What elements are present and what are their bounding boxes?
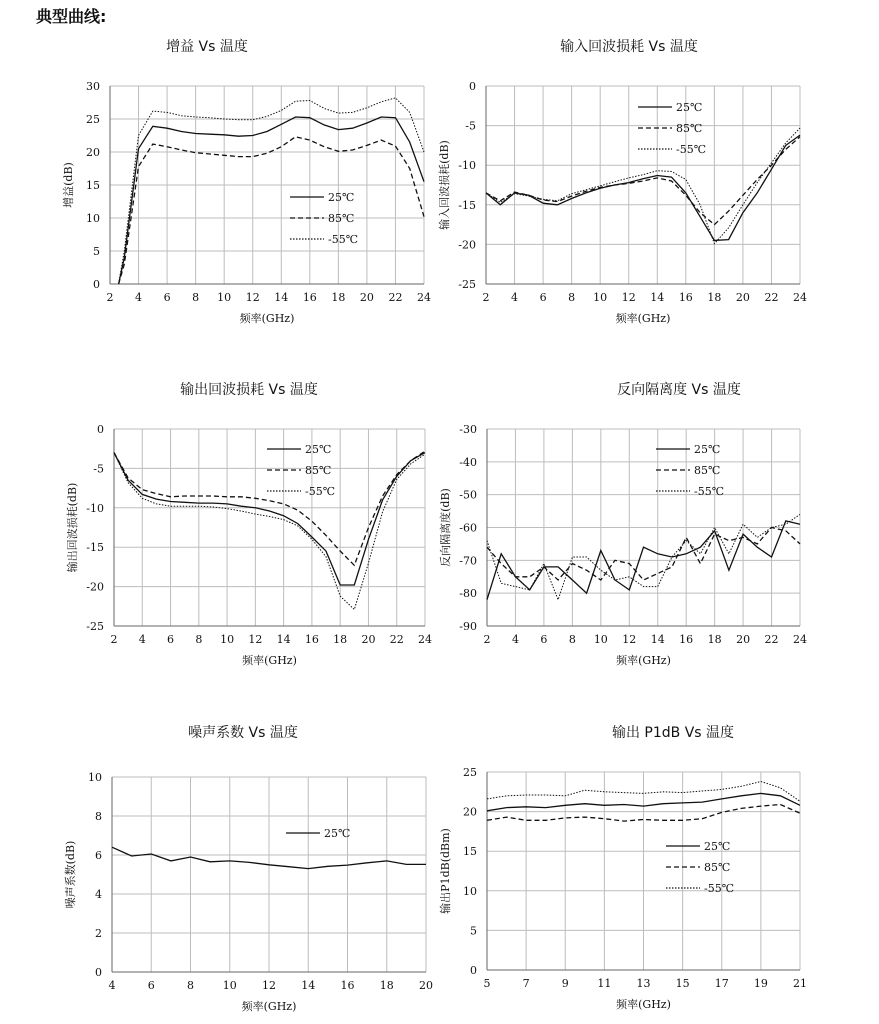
chart4-x-axis-label: 频率(GHz) [241, 1000, 297, 1013]
chart3-y-axis-label: 反向隔离度(dB) [439, 488, 452, 567]
chart5-legend-label: 85℃ [704, 861, 731, 874]
chart3-legend-label: 85℃ [694, 464, 721, 477]
chart2-x-tick-label: 10 [220, 633, 235, 646]
chart2-series-line [114, 453, 425, 610]
chart-title-output-p1db: 输出 P1dB Vs 温度 [611, 725, 735, 741]
chart5-x-tick-label: 17 [714, 977, 729, 990]
chart1-y-tick-label: -15 [458, 198, 476, 212]
chart5-y-tick-label: 5 [470, 924, 477, 938]
chart4-x-tick-label: 12 [262, 979, 276, 992]
chart1-x-tick-label: 2 [482, 291, 490, 304]
chart4-x-tick-label: 4 [108, 979, 116, 992]
chart3-x-tick-label: 12 [622, 633, 637, 646]
chart3-x-tick-label: 20 [736, 633, 751, 646]
chart3-x-tick-label: 6 [540, 633, 548, 646]
chart2-y-tick-label: -10 [86, 501, 104, 515]
chart0-y-tick-label: 30 [86, 80, 100, 93]
chart0-x-axis-label: 频率(GHz) [239, 312, 295, 325]
chart0-x-tick-label: 22 [388, 291, 403, 304]
chart2-y-tick-label: -25 [86, 620, 104, 633]
chart0-y-axis-label: 增益(dB) [62, 162, 75, 208]
chart4-x-tick-label: 6 [147, 979, 155, 992]
chart5-x-axis-label: 频率(GHz) [616, 998, 671, 1011]
chart0-x-tick-label: 6 [163, 291, 171, 304]
chart5-x-tick-label: 15 [675, 977, 690, 990]
chart3-x-tick-label: 8 [568, 633, 576, 646]
chart2-x-axis-label: 频率(GHz) [242, 654, 297, 667]
chart0-x-tick-label: 24 [417, 291, 431, 304]
chart2-x-tick-label: 24 [418, 633, 432, 646]
chart1-x-tick-label: 22 [764, 291, 779, 304]
chart1-x-tick-label: 8 [568, 291, 576, 304]
chart1-y-tick-label: -25 [458, 278, 476, 291]
chart5-x-tick-label: 9 [561, 977, 569, 990]
chart3-x-tick-label: 24 [793, 633, 807, 646]
chart3-y-tick-label: -70 [459, 554, 477, 568]
chart2-x-tick-label: 6 [167, 633, 175, 646]
chart2-x-tick-label: 4 [138, 633, 146, 646]
chart5-legend-label: 25℃ [704, 840, 731, 853]
chart0-x-tick-label: 12 [245, 291, 260, 304]
chart3-legend-label: -55℃ [694, 485, 725, 498]
chart0-series-line [119, 98, 424, 284]
chart3-x-axis-label: 频率(GHz) [616, 654, 671, 667]
chart1-series-line [486, 137, 800, 225]
chart1-legend-label: 25℃ [676, 101, 703, 114]
chart4-y-tick-label: 6 [95, 849, 102, 862]
chart1-x-tick-label: 18 [707, 291, 722, 304]
chart-title-reverse-isolation: 反向隔离度 Vs 温度 [617, 382, 741, 398]
chart3-x-tick-label: 22 [764, 633, 779, 646]
chart-title-gain: 增益 Vs 温度 [166, 39, 248, 55]
chart1-legend-label: -55℃ [676, 143, 707, 156]
chart2-x-tick-label: 22 [389, 633, 404, 646]
chart3-x-tick-label: 16 [679, 633, 694, 646]
chart1-legend-label: 85℃ [676, 122, 703, 135]
chart0-y-tick-label: 10 [86, 212, 100, 225]
chart2-y-tick-label: -15 [86, 541, 104, 555]
chart0-x-tick-label: 8 [192, 291, 200, 304]
chart1-x-axis-label: 频率(GHz) [615, 312, 671, 325]
chart1-series-line [486, 135, 800, 240]
chart0-legend-label: -55℃ [328, 233, 359, 246]
chart1-y-tick-label: -20 [458, 238, 476, 252]
chart4-y-axis-label: 噪声系数(dB) [64, 840, 77, 909]
chart2-y-tick-label: 0 [97, 423, 104, 436]
chart0-x-tick-label: 14 [274, 291, 289, 304]
chart3-y-tick-label: -40 [459, 455, 477, 469]
chart1-x-tick-label: 24 [793, 291, 807, 304]
chart3-x-tick-label: 18 [707, 633, 722, 646]
chart2-legend-label: 25℃ [305, 443, 332, 456]
chart1-x-tick-label: 6 [539, 291, 547, 304]
chart2-y-axis-label: 输出回波损耗(dB) [66, 482, 79, 573]
chart0-y-tick-label: 15 [86, 179, 100, 192]
chart3-legend-label: 25℃ [694, 443, 721, 456]
chart4-y-tick-label: 4 [95, 888, 102, 901]
chart0-y-tick-label: 5 [93, 245, 100, 258]
chart1-y-tick-label: -5 [465, 119, 476, 133]
chart0-x-tick-label: 10 [217, 291, 232, 304]
chart3-x-tick-label: 2 [483, 633, 491, 646]
chart4-y-tick-label: 2 [95, 927, 102, 940]
chart0-x-tick-label: 18 [331, 291, 346, 304]
chart5-x-tick-label: 11 [597, 977, 612, 990]
chart2-legend-label: 85℃ [305, 464, 332, 477]
chart0-x-tick-label: 20 [359, 291, 374, 304]
page-heading: 典型曲线: [36, 7, 107, 26]
chart4-x-tick-label: 16 [340, 979, 355, 992]
chart5-y-axis-label: 输出P1dB(dBm) [439, 828, 452, 914]
chart5-y-tick-label: 15 [463, 845, 477, 859]
chart1-x-tick-label: 16 [678, 291, 693, 304]
chart2-series-line [114, 453, 425, 585]
chart1-series-line [486, 128, 800, 244]
chart0-y-tick-label: 0 [93, 278, 100, 291]
chart3-y-tick-label: -80 [459, 587, 477, 601]
chart5-x-tick-label: 7 [522, 977, 530, 990]
chart3-y-tick-label: -50 [459, 488, 477, 502]
chart2-x-tick-label: 8 [195, 633, 203, 646]
chart4-x-tick-label: 8 [187, 979, 194, 992]
chart2-x-tick-label: 16 [304, 633, 319, 646]
chart4-y-tick-label: 0 [95, 966, 102, 979]
chart3-series-line [487, 528, 800, 581]
chart3-y-tick-label: -90 [459, 620, 477, 633]
chart-title-input-return-loss: 输入回波损耗 Vs 温度 [560, 39, 698, 55]
chart0-x-tick-label: 2 [106, 291, 114, 304]
chart2-x-tick-label: 18 [333, 633, 348, 646]
chart0-x-tick-label: 16 [302, 291, 317, 304]
chart2-y-tick-label: -5 [93, 462, 104, 476]
chart1-y-axis-label: 输入回波损耗(dB) [438, 140, 451, 230]
chart1-y-tick-label: 0 [469, 80, 476, 93]
chart4-y-tick-label: 8 [95, 810, 102, 823]
chart0-series-line [119, 137, 424, 284]
chart5-legend-label: -55℃ [704, 882, 735, 895]
chart1-x-tick-label: 20 [735, 291, 750, 304]
chart3-x-tick-label: 4 [511, 633, 519, 646]
chart5-y-tick-label: 25 [463, 766, 477, 779]
chart5-x-tick-label: 21 [793, 977, 807, 990]
chart1-x-tick-label: 10 [593, 291, 608, 304]
chart5-y-tick-label: 0 [470, 964, 477, 977]
chart5-x-tick-label: 5 [483, 977, 491, 990]
chart2-x-tick-label: 2 [110, 633, 118, 646]
chart1-y-tick-label: -10 [458, 159, 476, 173]
chart4-legend-label: 25℃ [324, 827, 351, 840]
chart2-x-tick-label: 20 [361, 633, 376, 646]
chart5-y-tick-label: 10 [463, 884, 477, 898]
chart2-y-tick-label: -20 [86, 580, 104, 594]
chart5-x-tick-label: 19 [753, 977, 768, 990]
chart1-x-tick-label: 4 [511, 291, 519, 304]
chart-title-noise-figure: 噪声系数 Vs 温度 [188, 725, 298, 741]
chart4-x-tick-label: 14 [301, 979, 316, 992]
chart3-x-tick-label: 14 [650, 633, 665, 646]
chart2-legend-label: -55℃ [305, 485, 336, 498]
chart5-x-tick-label: 13 [636, 977, 651, 990]
chart3-y-tick-label: -60 [459, 521, 477, 535]
chart5-y-tick-label: 20 [463, 805, 477, 819]
chart2-x-tick-label: 12 [248, 633, 263, 646]
chart3-x-tick-label: 10 [593, 633, 608, 646]
chart0-legend-label: 25℃ [328, 191, 355, 204]
chart4-y-tick-label: 10 [88, 771, 102, 784]
chart0-series-line [119, 117, 424, 284]
chart3-y-tick-label: -30 [459, 423, 477, 436]
chart0-x-tick-label: 4 [135, 291, 143, 304]
chart0-legend-label: 85℃ [328, 212, 355, 225]
chart1-x-tick-label: 12 [621, 291, 636, 304]
chart0-y-tick-label: 20 [86, 146, 100, 159]
chart-title-output-return-loss: 输出回波损耗 Vs 温度 [180, 382, 318, 398]
chart4-x-tick-label: 18 [379, 979, 394, 992]
chart2-x-tick-label: 14 [276, 633, 291, 646]
chart0-y-tick-label: 25 [86, 113, 100, 126]
chart1-x-tick-label: 14 [650, 291, 665, 304]
chart4-x-tick-label: 10 [222, 979, 237, 992]
chart4-x-tick-label: 20 [419, 979, 433, 992]
